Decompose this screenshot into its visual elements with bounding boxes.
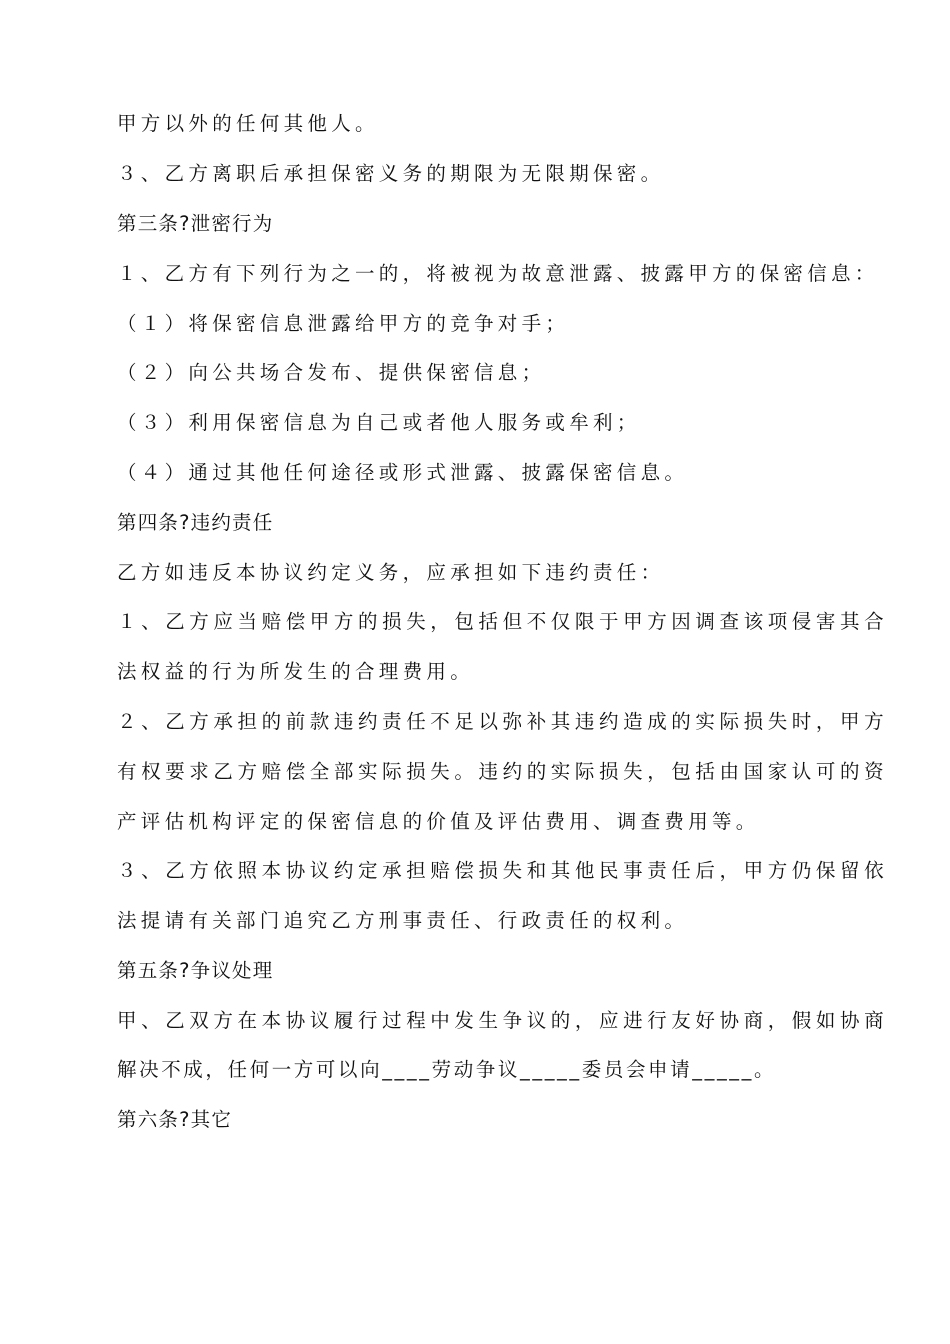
text-line: 法权益的行为所发生的合理费用。 <box>117 660 475 683</box>
text-line: 解决不成，任何一方可以向____劳动争议_____委员会申请_____。 <box>117 1058 777 1081</box>
list-item: （４）通过其他任何途径或形式泄露、披露保密信息。 <box>117 461 689 484</box>
section-heading: 第四条?违约责任 <box>117 511 274 534</box>
text-line: ３、乙方离职后承担保密义务的期限为无限期保密。 <box>117 162 665 185</box>
section-heading: 第六条?其它 <box>117 1108 233 1131</box>
text-line: 产评估机构评定的保密信息的价值及评估费用、调查费用等。 <box>117 810 760 833</box>
text-line: ２、乙方承担的前款违约责任不足以弥补其违约造成的实际损失时，甲方 <box>117 710 889 733</box>
section-heading: 第五条?争议处理 <box>117 959 274 982</box>
section-heading: 第三条?泄密行为 <box>117 212 274 235</box>
text-line: ３、乙方依照本协议约定承担赔偿损失和其他民事责任后，甲方仍保留依 <box>117 859 889 882</box>
text-line: １、乙方有下列行为之一的，将被视为故意泄露、披露甲方的保密信息： <box>117 262 879 285</box>
list-item: （１）将保密信息泄露给甲方的竞争对手； <box>117 312 570 335</box>
text-line: 甲方以外的任何其他人。 <box>117 112 379 135</box>
text-line: 法提请有关部门追究乙方刑事责任、行政责任的权利。 <box>117 909 689 932</box>
text-line: 有权要求乙方赔偿全部实际损失。违约的实际损失，包括由国家认可的资 <box>117 760 889 783</box>
list-item: （３）利用保密信息为自己或者他人服务或牟利； <box>117 411 641 434</box>
text-line: 甲、乙双方在本协议履行过程中发生争议的，应进行友好协商，假如协商 <box>117 1009 889 1032</box>
list-item: （２）向公共场合发布、提供保密信息； <box>117 361 546 384</box>
text-line: １、乙方应当赔偿甲方的损失，包括但不仅限于甲方因调查该项侵害其合 <box>117 610 889 633</box>
text-line: 乙方如违反本协议约定义务，应承担如下违约责任： <box>117 561 665 584</box>
